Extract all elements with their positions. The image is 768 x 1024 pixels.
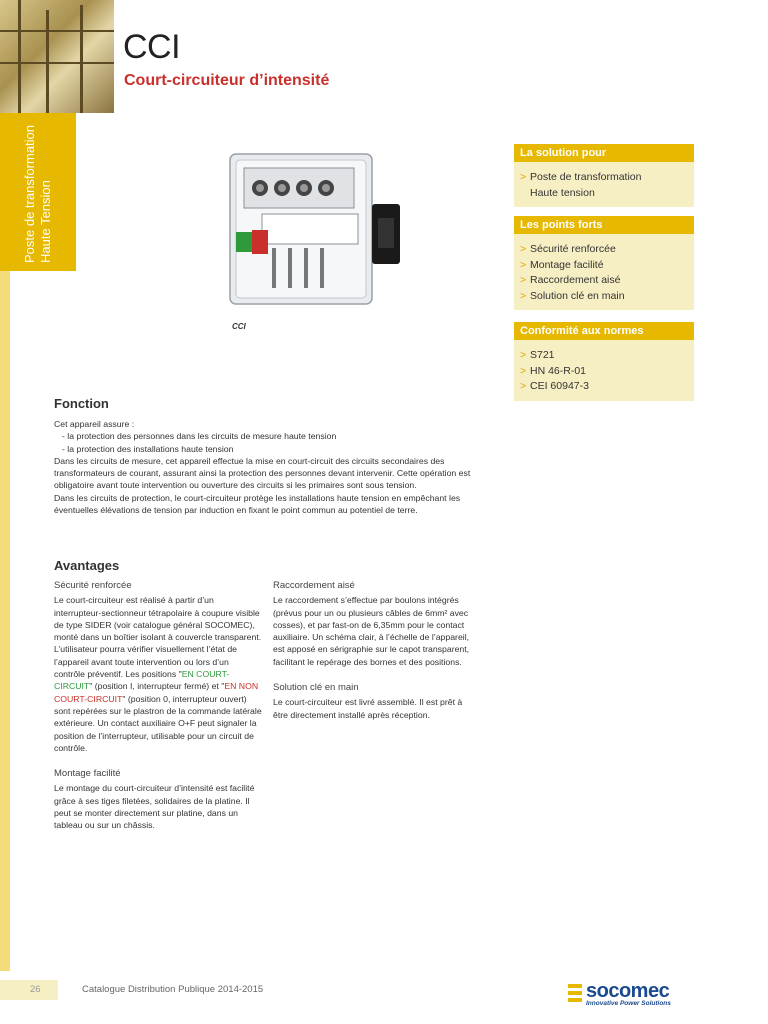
substation-photo	[0, 0, 114, 113]
catalogue-label: Catalogue Distribution Publique 2014-2015	[82, 984, 264, 995]
list-item: > S721	[520, 348, 688, 364]
arrow-icon: >	[520, 274, 527, 286]
montage-text: Le montage du court-circuiteur d’intensité est facilité grâce à ses tiges filetées, solidaires de la platine. Il peut se monter directement sur platine, dans un tableau ou sur un châssis.	[54, 783, 255, 831]
list-item: > Poste de transformation Haute tension	[520, 171, 642, 199]
panel-heading: Les points forts	[514, 216, 694, 234]
section-tab-label	[22, 125, 54, 263]
list-item: > Montage facilité	[520, 258, 688, 274]
page-subtitle: Court-circuiteur d’intensité	[124, 72, 330, 89]
fonction-bullet: - la protection des personnes dans les circuits de mesure haute tension	[62, 431, 337, 442]
list-item: > Sécurité renforcée	[520, 242, 688, 258]
list-item: > HN 46-R-01	[520, 364, 688, 380]
panel-heading: Conformité aux normes	[514, 322, 694, 340]
avantages-col-left	[54, 580, 262, 832]
panel-strengths	[514, 216, 694, 310]
list-item: > Raccordement aisé	[520, 273, 688, 289]
panel-heading: La solution pour	[514, 144, 694, 162]
side-strip	[0, 271, 10, 971]
avantages-heading: Avantages	[54, 558, 120, 573]
logo-mark-icon	[566, 982, 584, 1004]
list-item: > CEI 60947-3	[520, 379, 688, 395]
avantages-col-right	[273, 580, 479, 721]
section-tab-line2: Haute Tension	[38, 180, 53, 263]
fonction-paragraph: Dans les circuits de mesure, cet appareil effectue la mise en court-circuit des circuits secondaires des transformateurs de courant, assurant ainsi la protection des personnes devant intervenir. Cette opération est obligatoire avant toute intervention ou ouverture des circuits si les primaires sont sous tension.	[54, 455, 471, 491]
fonction-heading: Fonction	[54, 396, 109, 411]
non-court-circuit-label: EN NON COURT-CIRCUIT	[54, 681, 259, 704]
figure-caption: CCI	[232, 322, 246, 331]
page-number: 26	[30, 984, 41, 995]
page-title: CCI	[123, 28, 181, 66]
brand-name: socomec	[586, 980, 670, 1002]
socomec-logo	[566, 982, 696, 1008]
product-image	[222, 148, 408, 318]
arrow-icon: >	[520, 364, 527, 377]
section-tab-line1: Poste de transformation	[22, 124, 37, 263]
court-circuit-label: EN COURT-CIRCUIT	[54, 669, 230, 692]
arrow-icon: >	[520, 258, 527, 271]
fonction-intro: Cet appareil assure :	[54, 419, 135, 429]
montage-heading: Montage facilité	[54, 768, 121, 780]
arrow-icon: >	[520, 243, 527, 255]
fonction-body	[54, 418, 476, 516]
arrow-icon: >	[520, 171, 527, 183]
raccordement-heading: Raccordement aisé	[273, 580, 355, 591]
solution-heading: Solution clé en main	[273, 682, 359, 694]
panel-standards	[514, 322, 694, 401]
list-item: > Solution clé en main	[520, 289, 688, 305]
raccordement-text: Le raccordement s’effectue par boulons intégrés (prévus pour un ou plusieurs câbles de 6mm² avec cosses), et par fast-on de 6,35mm pour le contact auxiliaire. Un schéma clair, à l’échelle de l’appareil, est apposé en sérigraphie sur le capot transparent, facilitant le repérage des bornes et des positions.	[273, 595, 470, 667]
page-number-bar	[0, 980, 58, 1000]
fonction-bullet: - la protection des installations haute tension	[62, 443, 234, 454]
arrow-icon: >	[520, 289, 527, 302]
section-tab	[0, 113, 76, 271]
solution-text: Le court-circuiteur est livré assemblé. Il est prêt à être directement installé après réception.	[273, 697, 463, 720]
panel-solution	[514, 144, 694, 207]
arrow-icon: >	[520, 380, 527, 392]
securite-text: Le court-circuiteur est réalisé à partir d’un interrupteur-sectionneur tétrapolaire à coupure visible de type SIDER (voir catalogue général SOCOMEC), monté dans un boîtier isolant à couvercle transparent. L’utilisateur pourra vérifier visuellement l’état de l’appareil avant toute intervention ou lors d’un contrôle préventif. Les positions "EN COURT-CIRCUIT" (position I, interrupteur fermé) et "EN NON COURT-CIRCUIT" (position 0, interrupteur ouvert) sont repérées sur le plastron de la commande latérale extérieure. Un contact auxiliaire O+F peut signaler la position de l’interrupteur, utilisable pour un circuit de contrôle.	[54, 595, 262, 753]
securite-heading: Sécurité renforcée	[54, 580, 132, 591]
fonction-paragraph: Dans les circuits de protection, le court-circuiteur protège les installations haute tension en empêchant les éventuelles élévations de tension par induction en fixant le point commun au potentiel de terre.	[54, 492, 461, 516]
arrow-icon: >	[520, 349, 527, 361]
brand-tagline: Innovative Power Solutions	[586, 1000, 671, 1007]
